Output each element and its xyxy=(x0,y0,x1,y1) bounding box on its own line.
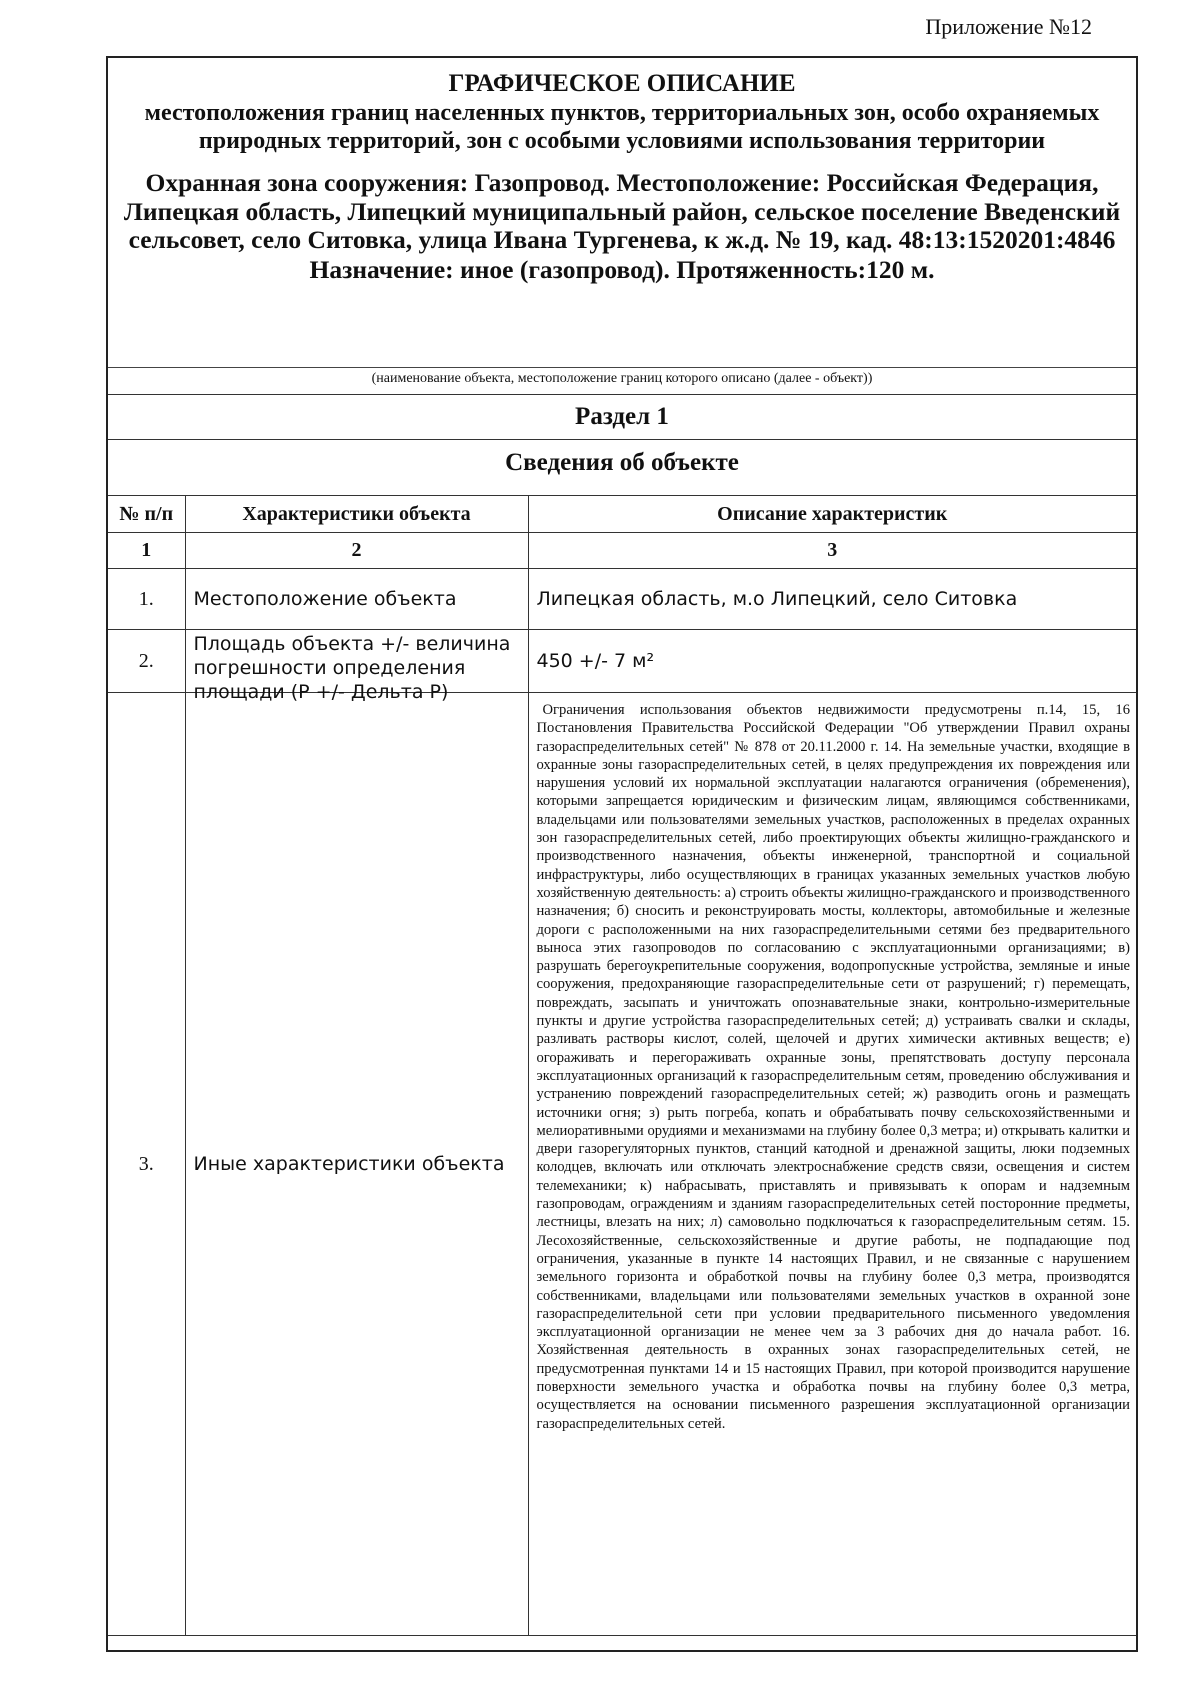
column-number-row xyxy=(108,533,1136,569)
object-name: Охранная зона сооружения: Газопровод. Местоположение: Российская Федерация, Липецкая область, Липецкий муниципальный район, сельское поселение Введенский сельсовет, село Ситовка, улица Ивана Тургенева, к ж.д. № 19, кад. 48:13:1520201:4846 xyxy=(123,168,1121,254)
document-subtitle: местоположения границ населенных пунктов, территориальных зон, особо охраняемых природных территорий, зон с особыми условиями использования территории xyxy=(144,100,1100,154)
characteristic-value: Ограничения использования объектов недвижимости предусмотрены п.14, 15, 16 Постановления Правительства Российской Федерации "Об утверждении Правил охраны газораспределительных сетей" № 878 от 20.11.2000 г. 14. На земельные участки, входящие в охранные зоны газораспределительных сетей, в целях предупреждения их повреждения или нарушения условий их нормальной эксплуатации налагаются ограничения (обременения), которыми запрещается юридическим и физическим лицам, являющимся собственниками, владельцами или пользователями земельных участков, расположенных в пределах охранных зон газораспределительных сетей, либо проектирующих объекты жилищно-гражданского и производственного назначения, объекты инженерной, транспортной и социальной инфраструктуры, либо осуществляющих в границах указанных земельных участков любую хозяйственную деятельность: а) строить объекты жилищно-гражданского и производственного назначения; б) сносить и реконструировать мосты, коллекторы, автомобильные и железные дороги с расположенными на них газораспределительными сетями без предварительного выноса этих газопроводов по согласованию с эксплуатационными организациями; в) разрушать берегоукрепительные сооружения, водопропускные устройства, земляные и иные сооружения, предохраняющие газораспределительные сети от разрушений; г) перемещать, повреждать, засыпать и уничтожать опознавательные знаки, контрольно-измерительные пункты и другие устройства газораспределительных сетей; д) устраивать свалки и склады, разливать растворы кислот, солей, щелочей и других химически активных веществ; е) огораживать и перегораживать охранные зоны, препятствовать доступу персонала эксплуатационных организаций к газораспределительным сетям, проведению обслуживания и устранению повреждений газораспределительных сетей; ж) разводить огонь и размещать источники огня; з) рыть погреба, копать и обрабатывать почву сельскохозяйственными и мелиоративными орудиями и механизмами на глубину более 0,3 метра; и) открывать калитки и двери газорегуляторных пунктов, станций катодной и дренажной защиты, люки подземных колодцев, включать или отключать электроснабжение средств связи, освещения и систем телемеханики; к) набрасывать, приставлять и привязывать к опорам и надземным газопроводам, ограждениям и зданиям газораспределительных сетей посторонние предметы, лестницы, влезать на них; л) самовольно подключаться к газораспределительным сетям. 15. Лесохозяйственные, сельскохозяйственные и другие работы, не подпадающие под ограничения, указанные в пункте 14 настоящих Правил, и не связанные с нарушением земельного горизонта и обработкой почвы на глубину более 0,3 метра, производятся собственниками, владельцами или пользователями земельных участков в охранной зоне газораспределительной сети при условии предварительного письменного уведомления эксплуатационной организации не менее чем за 3 рабочих дня до начала работ. 16. Хозяйственная деятельность в охранных зонах газораспределительных сетей, не предусмотренная пунктами 14 и 15 настоящих Правил, при которой производится нарушение поверхности земельного участка и обработка почвы на глубину более 0,3 метра, осуществляется на основании письменного разрешения эксплуатационной организации газораспределительных сетей. xyxy=(528,693,1136,1636)
table-header-row xyxy=(108,496,1136,533)
table-header-cell: № п/п xyxy=(108,496,185,533)
column-number: 2 xyxy=(185,533,528,569)
section-title: Раздел 1 xyxy=(108,394,1136,438)
characteristic-value: 450 +/- 7 м² xyxy=(528,630,1136,693)
column-number: 3 xyxy=(528,533,1136,569)
table-row xyxy=(108,693,1136,1636)
document-frame xyxy=(106,56,1138,1652)
characteristic-name-cell xyxy=(185,630,528,703)
table-header-cell: Характеристики объекта xyxy=(185,496,528,533)
appendix-label: Приложение №12 xyxy=(925,14,1092,39)
object-info-table xyxy=(108,495,1136,1636)
characteristic-name: Местоположение объекта xyxy=(185,569,528,630)
object-purpose: Назначение: иное (газопровод). Протяженность:120 м. xyxy=(309,254,935,284)
column-number: 1 xyxy=(108,533,185,569)
document-header xyxy=(108,58,1136,368)
characteristic-value: Липецкая область, м.о Липецкий, село Ситовка xyxy=(528,569,1136,630)
row-number: 2. xyxy=(108,630,185,693)
row-number: 3. xyxy=(108,693,185,1636)
section-subtitle: Сведения об объекте xyxy=(108,439,1136,496)
table-header-cell: Описание характеристик xyxy=(528,496,1136,533)
characteristic-name: Площадь объекта +/- величина погрешности определения площади (Р +/- Дельта Р) xyxy=(193,632,511,703)
table-row xyxy=(108,630,1136,693)
row-number: 1. xyxy=(108,569,185,630)
characteristic-name: Иные характеристики объекта xyxy=(185,693,528,1636)
table-row xyxy=(108,569,1136,630)
object-caption: (наименование объекта, местоположение границ которого описано (далее - объект)) xyxy=(371,371,873,386)
document-title: ГРАФИЧЕСКОЕ ОПИСАНИЕ xyxy=(448,70,796,97)
